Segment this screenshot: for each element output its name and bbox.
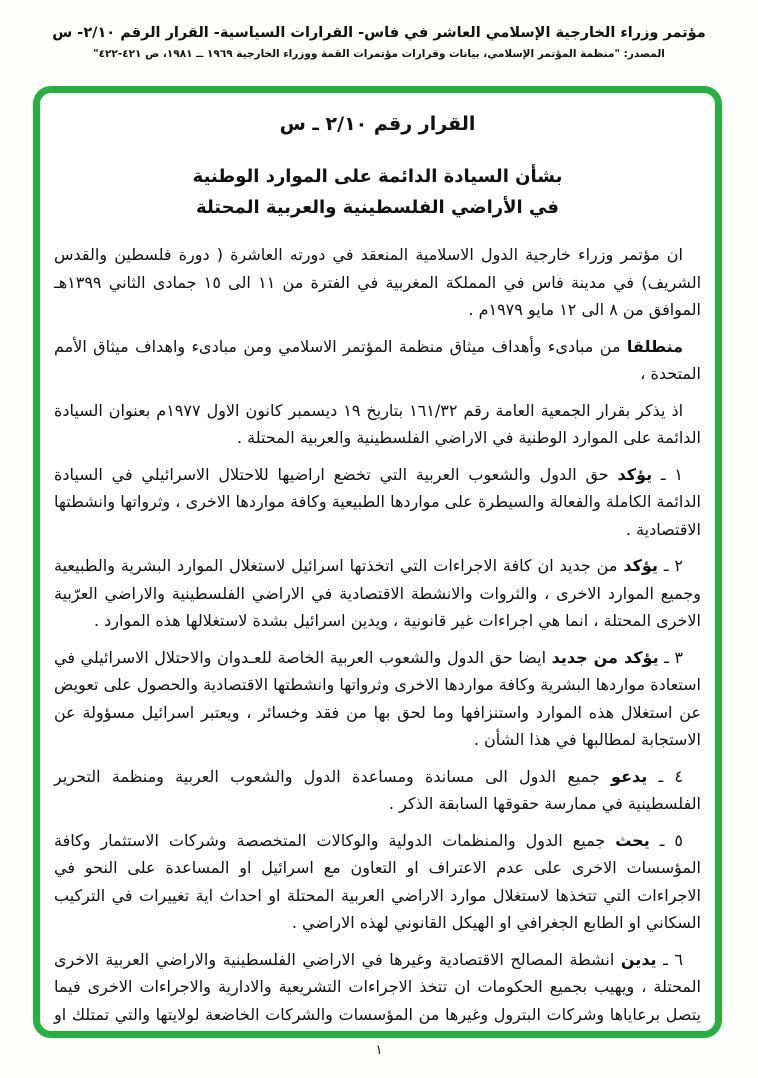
operative-paragraph-1 <box>54 461 701 544</box>
paragraph-number: ٣ ـ <box>658 647 684 667</box>
paragraph-lead: يؤكد من جديد <box>551 647 659 667</box>
paragraph-text: حق الدول والشعوب العربية التي تخضع اراضيها للاحتلال الاسرائيلي في السيادة الدائمة الكاملة والفعالة والسيطرة على مواردها الطبيعية وكافة مواردها الاخرى ، وثرواتها وانشطتها الاقتصادية . <box>54 464 701 539</box>
operative-paragraph-3 <box>54 644 701 754</box>
header-source-title: مؤتمر وزراء الخارجية الإسلامي العاشر في فاس- القرارات السياسية- القرار الرقم ٢/١٠- س <box>52 25 706 41</box>
paragraph-text: جميع الدول الى مساندة ومساعدة الدول والشعوب العربية ومنظمة التحرير الفلسطينية في ممارسة حقوقها السابقة الذكر . <box>54 766 701 813</box>
paragraph-lead: يدين <box>620 949 657 969</box>
paragraph-text: من مبادىء وأهداف ميثاق منظمة المؤتمر الاسلامي ومن مبادىء واهداف ميثاق الأمم المتحدة ، <box>54 336 701 383</box>
header-source-citation: المصدر: "منظمة المؤتمر الإسلامي، بيانات وقرارات مؤتمرات القمة ووزراء الخارجية ١٩٦٩ ــ ١٩٨١، ص ٤٢١-٤٢٢" <box>93 48 665 60</box>
document-green-frame <box>33 86 722 1038</box>
page-number: ١ <box>375 1043 383 1058</box>
paragraph-text: من جديد ان كافة الاجراءات التي اتخذتها اسرائيل لاستغلال الموارد البشرية والطبيعية وجميع الموارد الاخرى ، والثروات والانشطة الاقتصادية في الاراضي الفلسطينية والاراضي العرّبية الاخرى المحتلة ، انما هي اجراءات غير قانونية ، ويدين اسرائيل بشدة لاستغلالها هذه الموارد . <box>54 556 701 630</box>
preamble-paragraph-1 <box>54 241 701 324</box>
preamble-paragraph-3 <box>54 397 701 452</box>
paragraph-number: ٤ ـ <box>647 766 684 786</box>
paragraph-number: ٥ ـ <box>649 830 684 850</box>
operative-paragraph-6 <box>54 946 701 1039</box>
paragraph-lead: يؤكد <box>617 464 653 484</box>
paragraph-text: ان مؤتمر وزراء خارجية الدول الاسلامية المنعقد في دورته العاشرة ( دورة فلسطين والقدس الشريف) في مدينة فاس في المملكة المغربية في الفترة من ١١ الى ١٥ جمادى الثاني ١٣٩٩هـ الموافق من ٨ الى ١٢ مايو ١٩٧٩م . <box>54 245 702 319</box>
paragraph-lead: منطلقا <box>626 336 683 356</box>
paragraph-text: انشطة المصالح الاقتصادية وغيرها في الاراضي الفلسطينية والاراضي العربية الاخرى المحتلة ، ويهيب بجميع الحكومات ان تتخذ الاجراءات التشريعية والادارية والاجراءات الاخرى فيما يتصل برعاياها وشركات البترول وغيرها من المؤسسات والشركات الخاضعة لولايتها والتي تمتلك او <box>54 949 701 1024</box>
resolution-subtitle-line1: بشأن السيادة الدائمة على الموارد الوطنية <box>192 166 563 187</box>
paragraph-lead: يحث <box>615 830 650 850</box>
preamble-paragraph-2 <box>54 333 701 388</box>
resolution-subtitle <box>54 161 701 223</box>
operative-paragraph-2 <box>54 552 701 635</box>
paragraph-lead: يدعو <box>611 766 648 786</box>
paragraph-number: ٢ ـ <box>657 556 684 575</box>
paragraph-number: ١ ـ <box>652 464 684 484</box>
paragraph-number: ٦ ـ <box>656 949 683 969</box>
paragraph-text: اذ يذكر بقرار الجمعية العامة رقم ١٦١/٣٢ بتاريخ ١٩ ديسمبر كانون الاول ١٩٧٧م بعنوان السيادة الدائمة على الموارد الوطنية في الاراضي الفلسطينية والعربية المحتلة . <box>54 400 701 447</box>
page-header <box>0 0 758 60</box>
paragraph-lead: يؤكد <box>623 556 658 575</box>
operative-paragraph-5 <box>54 827 701 937</box>
operative-paragraph-4 <box>54 763 701 818</box>
resolution-subtitle-line2: في الأراضي الفلسطينية والعربية المحتلة <box>196 197 559 218</box>
paragraph-text: جميع الدول والمنظمات الدولية والوكالات المتخصصة وشركات الاستثمار وكافة المؤسسات الاخرى على عدم الاعتراف او التعاون مع اسرائيل او المساعدة على النحو في الاجراءات التي تتخذها لاستغلال موارد الاراضي العربية المحتلة او احداث اية تغييرات في التركيب السكاني او الطابع الجغرافي او الهيكل القانوني لهذه الاراضي . <box>54 830 701 932</box>
paragraph-text: ايضا حق الدول والشعوب العربية الخاصة للعـدوان والاحتلال الاسرائيلي في استعادة مواردها البشرية وكافة مواردها الاخرى وثرواتها وانشطتها الاقتصادية والحصول على تعويض عن استغلال هذه الموارد واستنزافها وما لحق بها من فقد وخسائر ، ويعتبر اسرائيل مسؤولة عن الاستجابة لمطالبها في هذا الشأن . <box>54 647 701 749</box>
resolution-title: القرار رقم ٢/١٠ ـ س <box>279 113 476 135</box>
